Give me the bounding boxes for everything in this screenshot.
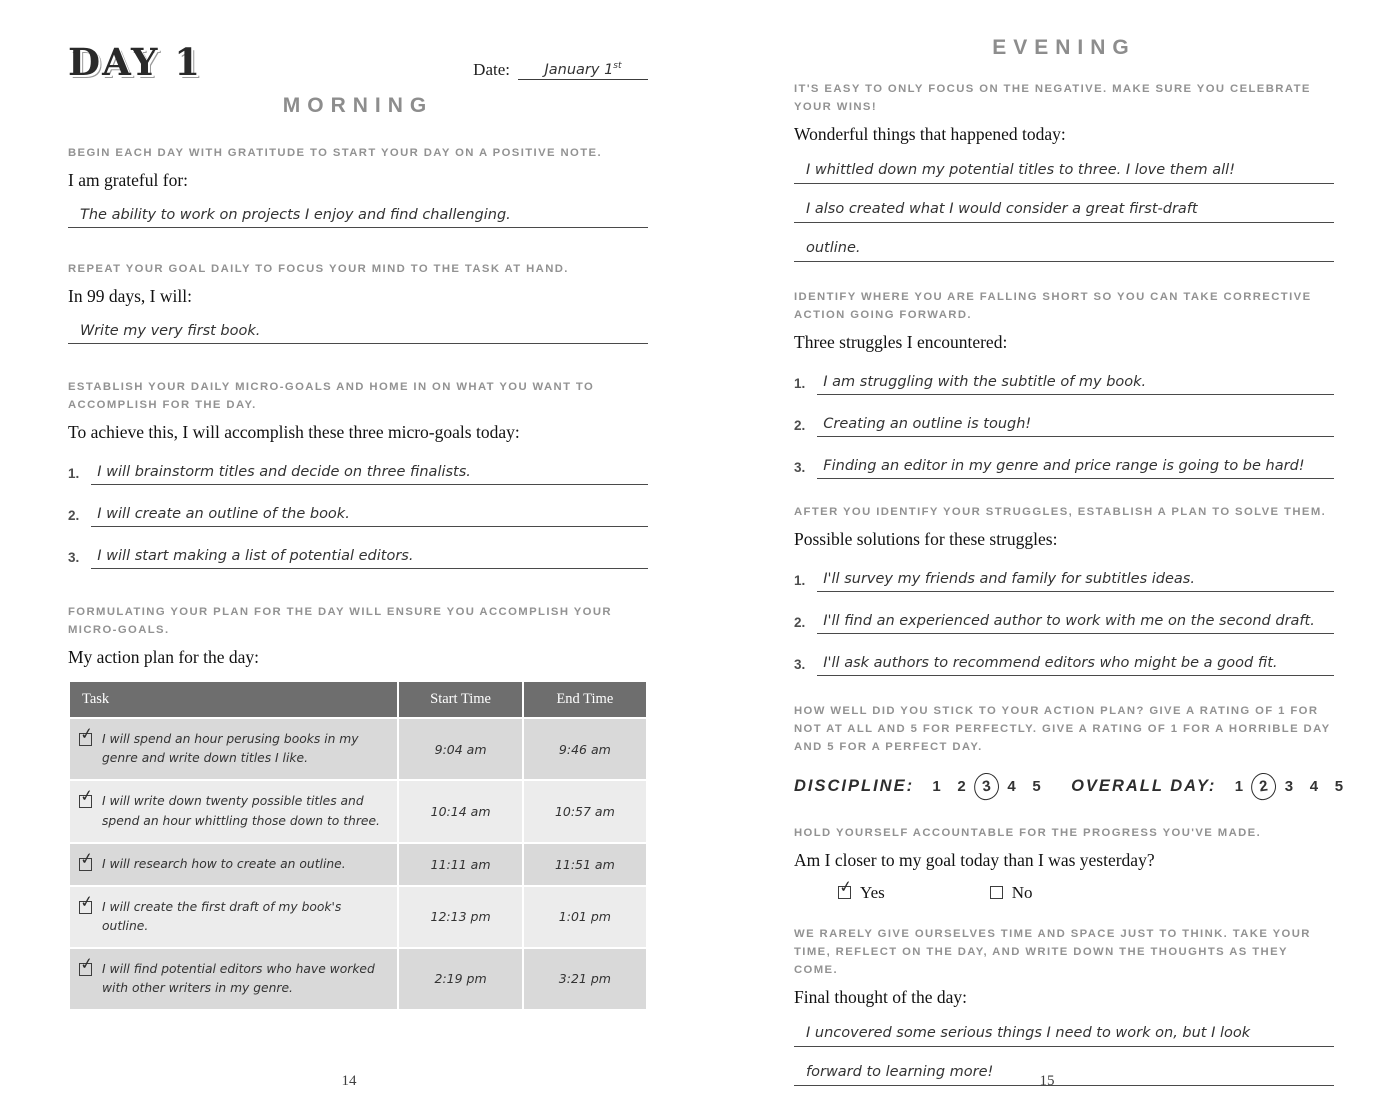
- date-value-suffix: st: [613, 61, 622, 72]
- start-time-entry[interactable]: 10:14 am: [398, 780, 522, 842]
- discipline-option-5[interactable]: 5: [1032, 777, 1041, 795]
- solution-entry-3[interactable]: I'll ask authors to recommend editors who might be a good fit.: [817, 655, 1334, 676]
- task-entry[interactable]: I will create the first draft of my book's outline.: [102, 899, 342, 933]
- final-thought-prompt: Final thought of the day:: [794, 986, 968, 1007]
- item-number: 2.: [794, 418, 806, 434]
- micro-goal-entry-1[interactable]: I will brainstorm titles and decide on three finalists.: [91, 464, 648, 485]
- item-number: 1.: [794, 376, 806, 392]
- struggle-entry-1[interactable]: I am struggling with the subtitle of my book.: [817, 374, 1334, 395]
- page-number-right: 15: [1039, 1073, 1055, 1089]
- gratitude-entry[interactable]: The ability to work on projects I enjoy and find challenging.: [68, 205, 648, 228]
- task-entry[interactable]: I will spend an hour perusing books in my genre and write down titles I like.: [102, 732, 359, 766]
- micro-goal-item: [68, 464, 648, 485]
- struggle-entry-2[interactable]: Creating an outline is tough!: [817, 416, 1334, 437]
- end-time-entry[interactable]: 1:01 pm: [523, 886, 647, 948]
- yes-checkbox[interactable]: [837, 876, 854, 899]
- gratitude-prompt: I am grateful for:: [68, 170, 189, 191]
- final-thought-line-1[interactable]: I uncovered some serious things I need to work on, but I look: [794, 1023, 1334, 1047]
- overall-option-5[interactable]: 5: [1334, 777, 1344, 795]
- solution-entry-2[interactable]: I'll find an experienced author to work with me on the second draft.: [817, 613, 1334, 634]
- date-label: Date:: [473, 60, 510, 79]
- yes-no-row: [837, 876, 1334, 903]
- morning-heading: MORNING: [282, 94, 434, 117]
- date-value: January 1: [544, 62, 614, 78]
- page-number-left: 14: [341, 1073, 357, 1089]
- action-plan-instruction: FORMULATING YOUR PLAN FOR THE DAY WILL ENSURE YOU ACCOMPLISH YOUR MICRO-GOALS.: [68, 606, 612, 637]
- final-thought-line-2[interactable]: forward to learning more!: [794, 1062, 1334, 1086]
- item-number: 3.: [794, 460, 806, 476]
- overall-option-2[interactable]: 2: [1250, 771, 1279, 801]
- accountability-prompt: Am I closer to my goal today than I was yesterday?: [794, 849, 1155, 870]
- overall-option-3[interactable]: 3: [1284, 777, 1294, 795]
- item-number: 1.: [68, 466, 80, 482]
- start-time-entry[interactable]: 12:13 pm: [398, 886, 522, 948]
- end-time-entry[interactable]: 11:51 am: [523, 843, 647, 886]
- overall-day-scale: [1226, 773, 1351, 800]
- wins-entry-line-1[interactable]: I whittled down my potential titles to three. I love them all!: [794, 160, 1334, 184]
- overall-day-label: OVERALL DAY:: [1071, 776, 1217, 795]
- solutions-instruction: AFTER YOU IDENTIFY YOUR STRUGGLES, ESTABLISH A PLAN TO SOLVE THEM.: [794, 506, 1327, 519]
- no-label: No: [1011, 882, 1033, 902]
- gratitude-instruction: BEGIN EACH DAY WITH GRATITUDE TO START YOUR DAY ON A POSITIVE NOTE.: [68, 147, 603, 159]
- task-checkbox[interactable]: [78, 847, 95, 871]
- day-header: [68, 40, 648, 84]
- no-checkbox[interactable]: [990, 886, 1003, 899]
- overall-option-1[interactable]: 1: [1234, 777, 1244, 795]
- struggle-entry-3[interactable]: Finding an editor in my genre and price range is going to be hard!: [817, 458, 1334, 479]
- micro-goals-instruction: ESTABLISH YOUR DAILY MICRO-GOALS AND HOME IN ON WHAT YOU WANT TO ACCOMPLISH FOR THE DAY.: [68, 381, 595, 412]
- item-number: 1.: [794, 573, 806, 589]
- discipline-scale: [924, 773, 1049, 800]
- ratings-instruction: HOW WELL DID YOU STICK TO YOUR ACTION PLAN? GIVE A RATING OF 1 FOR NOT AT ALL AND 5 FOR PERFECTLY. GIVE A RATING OF 1 FOR A HORRIBLE DAY AND 5 FOR A PERFECT DAY.: [794, 705, 1331, 754]
- table-header-row: [69, 681, 647, 718]
- table-row: [69, 886, 647, 948]
- solution-item: [794, 655, 1334, 676]
- micro-goal-item: [68, 506, 648, 527]
- page-evening: [698, 0, 1396, 1116]
- ratings-row: [794, 773, 1344, 800]
- action-plan-table: [68, 680, 648, 1010]
- task-checkbox[interactable]: [78, 723, 95, 746]
- start-time-entry[interactable]: 11:11 am: [398, 843, 522, 886]
- table-row: [69, 718, 647, 780]
- struggle-item: [794, 416, 1334, 437]
- struggles-instruction: IDENTIFY WHERE YOU ARE FALLING SHORT SO YOU CAN TAKE CORRECTIVE ACTION GOING FORWARD.: [794, 291, 1312, 322]
- column-header-end-time: End Time: [523, 681, 647, 718]
- evening-heading: EVENING: [992, 36, 1136, 59]
- solution-item: [794, 571, 1334, 592]
- goal-entry[interactable]: Write my very first book.: [68, 321, 648, 344]
- item-number: 2.: [794, 615, 806, 631]
- goal-prompt: In 99 days, I will:: [68, 286, 192, 307]
- discipline-option-2[interactable]: 2: [957, 777, 966, 795]
- micro-goal-entry-3[interactable]: I will start making a list of potential editors.: [91, 548, 648, 569]
- wins-prompt: Wonderful things that happened today:: [794, 124, 1066, 145]
- item-number: 3.: [68, 550, 80, 566]
- task-checkbox[interactable]: [78, 952, 95, 976]
- check-icon: ✓: [78, 785, 95, 807]
- goal-instruction: REPEAT YOUR GOAL DAILY TO FOCUS YOUR MIND TO THE TASK AT HAND.: [68, 263, 569, 276]
- yes-option[interactable]: [837, 876, 885, 903]
- end-time-entry[interactable]: 9:46 am: [523, 718, 647, 780]
- column-header-task: Task: [69, 681, 398, 718]
- struggle-item: [794, 374, 1334, 395]
- struggles-prompt: Three struggles I encountered:: [794, 332, 1008, 353]
- solution-entry-1[interactable]: I'll survey my friends and family for subtitles ideas.: [817, 571, 1334, 592]
- solution-item: [794, 613, 1334, 634]
- micro-goal-entry-2[interactable]: I will create an outline of the book.: [91, 506, 648, 527]
- day-title: DAY 1: [68, 40, 202, 84]
- no-option[interactable]: [990, 883, 1033, 903]
- start-time-entry[interactable]: 9:04 am: [398, 718, 522, 780]
- table-row: [69, 843, 647, 886]
- discipline-option-3[interactable]: 3: [972, 771, 1001, 801]
- item-number: 2.: [68, 508, 80, 524]
- micro-goal-item: [68, 548, 648, 569]
- solutions-prompt: Possible solutions for these struggles:: [794, 529, 1058, 550]
- table-row: [69, 948, 647, 1010]
- task-checkbox[interactable]: [78, 890, 95, 914]
- overall-option-4[interactable]: 4: [1309, 777, 1319, 795]
- check-icon: ✓: [837, 876, 854, 897]
- table-row: [69, 780, 647, 842]
- check-icon: ✓: [78, 890, 95, 912]
- discipline-option-4[interactable]: 4: [1007, 777, 1016, 795]
- check-icon: ✓: [78, 847, 95, 869]
- wins-instruction: IT'S EASY TO ONLY FOCUS ON THE NEGATIVE. MAKE SURE YOU CELEBRATE YOUR WINS!: [794, 83, 1311, 114]
- check-icon: ✓: [78, 723, 95, 745]
- end-time-entry[interactable]: 10:57 am: [523, 780, 647, 842]
- item-number: 3.: [794, 657, 806, 673]
- date-field[interactable]: [518, 61, 648, 80]
- struggle-item: [794, 458, 1334, 479]
- discipline-label: DISCIPLINE:: [794, 776, 915, 795]
- start-time-entry[interactable]: 2:19 pm: [398, 948, 522, 1010]
- final-thought-instruction: WE RARELY GIVE OURSELVES TIME AND SPACE JUST TO THINK. TAKE YOUR TIME, REFLECT ON THE DAY, AND WRITE DOWN THE THOUGHTS AS THEY COME.: [794, 927, 1311, 976]
- end-time-entry[interactable]: 3:21 pm: [523, 948, 647, 1010]
- action-plan-prompt: My action plan for the day:: [68, 647, 259, 668]
- wins-entry-line-3[interactable]: outline.: [794, 238, 1334, 262]
- micro-goals-prompt: To achieve this, I will accomplish these three micro-goals today:: [68, 422, 520, 443]
- accountability-instruction: HOLD YOURSELF ACCOUNTABLE FOR THE PROGRESS YOU'VE MADE.: [794, 826, 1262, 839]
- task-entry[interactable]: I will find potential editors who have worked with other writers in my genre.: [102, 961, 375, 995]
- task-entry[interactable]: I will write down twenty possible titles and spend an hour whittling those down to three.: [102, 794, 380, 828]
- task-checkbox[interactable]: [78, 785, 95, 808]
- column-header-start-time: Start Time: [398, 681, 522, 718]
- check-icon: ✓: [78, 952, 95, 974]
- date-group: [473, 60, 648, 84]
- discipline-option-1[interactable]: 1: [932, 777, 941, 795]
- wins-entry-line-2[interactable]: I also created what I would consider a great first-draft: [794, 199, 1334, 223]
- yes-label: Yes: [860, 882, 885, 902]
- task-entry[interactable]: I will research how to create an outline.: [102, 856, 346, 871]
